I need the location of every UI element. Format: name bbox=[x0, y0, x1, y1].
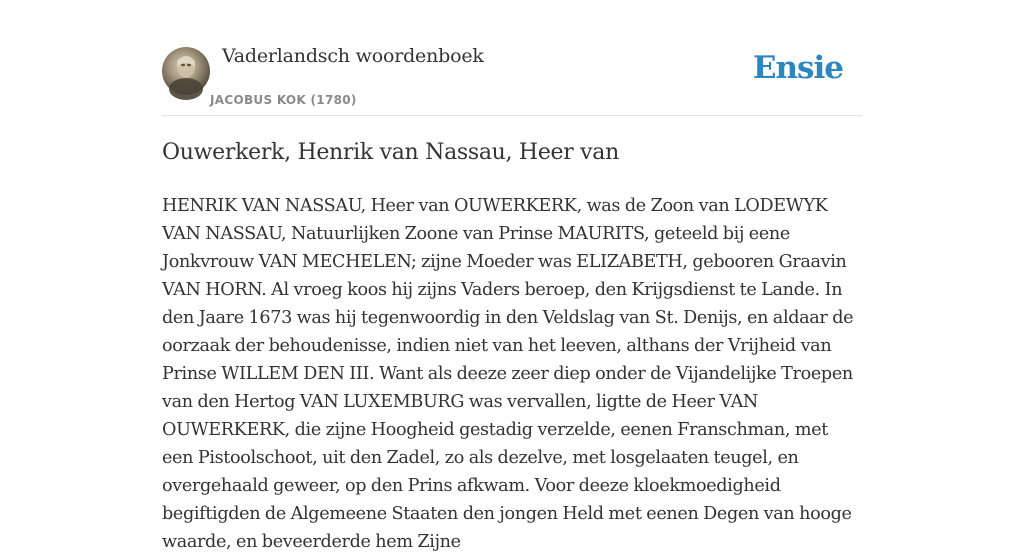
brand-logo[interactable]: Ensie bbox=[752, 50, 843, 86]
author-avatar[interactable] bbox=[162, 47, 210, 95]
book-header bbox=[162, 0, 862, 116]
portrait-icon bbox=[162, 47, 210, 95]
book-title[interactable]: Vaderlandsch woordenboek bbox=[222, 45, 484, 67]
entry-title: Ouwerkerk, Henrik van Nassau, Heer van bbox=[162, 140, 619, 165]
entry-body: HENRIK VAN NASSAU, Heer van OUWERKERK, was de Zoon van LODEWYK VAN NASSAU, Natuurlijken Zoone van Prinse MAURITS, geteeld bij eene Jonkvrouw VAN MECHELEN; zijne Moeder was ELIZABETH, gebooren Graavin VAN HORN. Al vroeg koos hij zijns Vaders beroep, den Krijgsdienst te Lande. In den Jaare 1673 was hij tegenwoordig in den Veldslag van St. Denijs, en aldaar de oorzaak der behoudenisse, indien niet van het leeven, althans der Vrijheid van Prinse WILLEM DEN III. Want als deeze zeer diep onder de Vijandelijke Troepen van den Hertog VAN LUXEMBURG was vervallen, ligtte de Heer VAN OUWERKERK, die zijne Hoogheid gestadig verzelde, eenen Franschman, met een Pistoolschoot, uit den Zadel, zo als dezelve, met losgelaaten teugel, en overgehaald geweer, op den Prins afkwam. Voor deeze kloekmoedigheid begiftigden de Algemeene Staaten den jongen Held met eenen Degen van hooge waarde, en beveerderde hem Zijne bbox=[162, 196, 854, 552]
author-name[interactable]: JACOBUS KOK (1780) bbox=[210, 93, 357, 107]
content-container bbox=[162, 0, 862, 552]
